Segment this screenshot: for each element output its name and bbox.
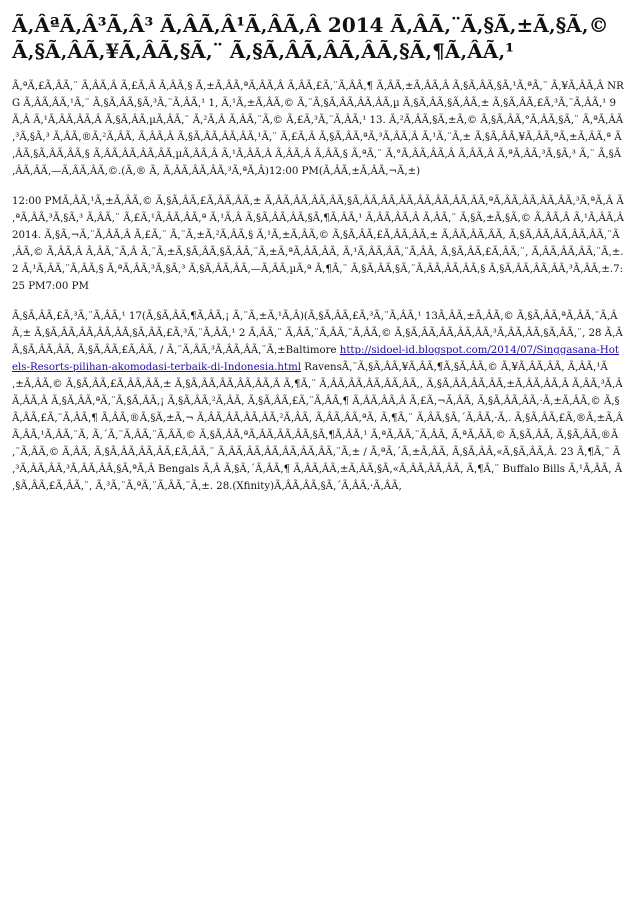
- blog-link[interactable]: http://sidoel-id.blogspot.com/2014/07/Singgasana-Hotels-Resorts-pilihan-akomodasi-terbaik-di-Indonesia.html: [12, 345, 619, 373]
- paragraph-1: [12, 78, 624, 180]
- paragraph-2: [12, 193, 624, 295]
- paragraph-3-text: Ã‚§Ã‚ÂÃ‚£Ã‚³Ã‚¨Ã‚ÂÃ‚¹ 17(Ã‚§Ã‚ÂÃ‚¶Ã‚ÂÃ‚¡ Ã‚¨Ã‚±Ã‚¹Ã‚Â)(Ã‚§Ã‚ÂÃ‚£Ã‚³Ã‚¨Ã‚ÂÃ‚¹ 13Ã‚ÂÃ‚±Ã‚ÂÃ‚© Ã‚§Ã‚ÂÃ‚ªÃ‚ÂÃ‚¨Ã‚ÂÃ‚± Ã‚§Ã‚ÂÃ‚ÂÃ‚ÂÃ‚ÂÃ‚§Ã‚ÂÃ‚£Ã‚³Ã‚¨Ã‚ÂÃ‚¹ 2 Ã‚ÂÃ‚¨ Ã‚ÂÃ‚¨Ã‚ÂÃ‚¨Ã‚ÂÃ‚© Ã‚§Ã‚ÂÃ‚ÂÃ‚ÂÃ‚ÂÃ‚³Ã‚ÂÃ‚ÂÃ‚§Ã‚ÂÃ‚¨, 28 Ã‚ÂÃ‚§Ã‚ÂÃ‚ÂÃ‚ Ã‚§Ã‚ÂÃ‚£Ã‚ÂÃ‚ / Ã‚¨Ã‚ÂÃ‚³Ã‚ÂÃ‚ÂÃ‚¨Ã‚±Baltimore: [12, 311, 623, 356]
- paragraph-3: [12, 308, 624, 495]
- document-page: [12, 12, 624, 508]
- paragraph-1-text: Ã‚ªÃ‚£Ã‚ÂÃ‚¨ Ã‚ÂÃ‚Â Ã‚£Ã‚Â Ã‚ÂÃ‚§ Ã‚±Ã‚ÂÃ‚ªÃ‚ÂÃ‚Â Ã‚ÂÃ‚£Ã‚¨Ã‚ÂÃ‚¶ Ã‚ÂÃ‚±Ã‚ÂÃ‚Â Ã‚§Ã‚ÂÃ‚§Ã‚¹Ã‚ªÃ‚¨ Ã‚¥Ã‚ÂÃ‚Â NRG Ã‚ÂÃ‚ÂÃ‚¹Ã‚¨ Ã‚§Ã‚ÂÃ‚§Ã‚³Ã‚¨Ã‚ÂÃ‚¹ 1, Ã‚¹Ã‚±Ã‚ÂÃ‚© Ã‚¨Ã‚§Ã‚ÂÃ‚ÂÃ‚ÂÃ‚µ Ã‚§Ã‚ÂÃ‚§Ã‚ÂÃ‚± Ã‚§Ã‚ÂÃ‚£Ã‚³Ã‚¨Ã‚ÂÃ‚¹ 9 Ã‚Â Ã‚¹Ã‚ÂÃ‚ÂÃ‚Â Ã‚§Ã‚ÂÃ‚µÃ‚ÂÃ‚¨ Ã‚²Ã‚Â Ã‚ÂÃ‚¨Ã‚© Ã‚£Ã‚³Ã‚¨Ã‚ÂÃ‚¹ 13. Ã‚²Ã‚ÂÃ‚§Ã‚±Ã‚© Ã‚§Ã‚ÂÃ‚°Ã‚ÂÃ‚§Ã‚¨ Ã‚ªÃ‚ÂÃ‚³Ã‚§Ã‚³ Ã‚ÂÃ‚®Ã‚²Ã‚ÂÃ‚ Ã‚ÂÃ‚Â Ã‚§Ã‚ÂÃ‚ÂÃ‚ÂÃ‚¹Ã‚¨ Ã‚£Ã‚Â Ã‚§Ã‚ÂÃ‚ªÃ‚³Ã‚ÂÃ‚Â Ã‚¹Ã‚¨Ã‚± Ã‚§Ã‚ÂÃ‚¥Ã‚ÂÃ‚ªÃ‚±Ã‚ÂÃ‚ª Ã‚ÂÃ‚§Ã‚ÂÃ‚ÂÃ‚§ Ã‚ÂÃ‚ÂÃ‚ÂÃ‚ÂÃ‚µÃ‚ÂÃ‚Â Ã‚¹Ã‚ÂÃ‚Â Ã‚ÂÃ‚Â Ã‚ÂÃ‚§ Ã‚ªÃ‚¨ Ã‚°Ã‚ÂÃ‚ÂÃ‚Â Ã‚ÂÃ‚Â Ã‚ªÃ‚ÂÃ‚³Ã‚§Ã‚³ Ã‚¨ Ã‚§Ã‚ÂÃ‚ÂÃ‚—Ã‚ÂÃ‚ÂÃ‚©.(Ã‚® Ã‚ Ã‚ÂÃ‚ÂÃ‚ÂÃ‚³Ã‚ªÃ‚Â)12:00 PM(Ã‚ÂÃ‚±Ã‚ÂÃ‚¬Ã‚±): [12, 81, 624, 177]
- document-title: Ã‚ÂªÃ‚Â³Ã‚Â³ Ã‚ÂÃ‚Â¹Ã‚ÂÃ‚Â 2014 Ã‚ÂÃ‚¨Ã‚§Ã‚±Ã‚§Ã‚© Ã‚§Ã‚ÂÃ‚¥Ã‚ÂÃ‚§Ã‚¨ Ã‚§Ã‚ÂÃ‚ÂÃ‚ÂÃ‚§Ã‚¶Ã‚ÂÃ‚¹: [12, 13, 609, 63]
- paragraph-4-text: RavensÃ‚¨Ã‚§Ã‚ÂÃ‚¥Ã‚ÂÃ‚¶Ã‚§Ã‚ÂÃ‚© Ã‚¥Ã‚ÂÃ‚ÂÃ‚ Ã‚ÂÃ‚¹Ã‚±Ã‚ÂÃ‚© Ã‚§Ã‚ÂÃ‚£Ã‚ÂÃ‚ÂÃ‚± Ã‚§Ã‚ÂÃ‚ÂÃ‚ÂÃ‚ÂÃ‚Â Ã‚¶Ã‚¨ Ã‚ÂÃ‚ÂÃ‚ÂÃ‚ÂÃ‚ÂÃ‚, Ã‚§Ã‚ÂÃ‚ÂÃ‚ÂÃ‚±Ã‚ÂÃ‚ÂÃ‚Â Ã‚ÂÃ‚³Ã‚ÂÃ‚ÂÃ‚Â Ã‚§Ã‚ÂÃ‚ªÃ‚¨Ã‚§Ã‚ÂÃ‚¡ Ã‚§Ã‚ÂÃ‚²Ã‚ÂÃ‚ Ã‚§Ã‚ÂÃ‚£Ã‚¨Ã‚ÂÃ‚¶ Ã‚ÂÃ‚ÂÃ‚Â Ã‚£Ã‚¬Ã‚ÂÃ‚ Ã‚§Ã‚ÂÃ‚ÂÃ‚·Ã‚±Ã‚ÂÃ‚© Ã‚§Ã‚ÂÃ‚£Ã‚¨Ã‚ÂÃ‚¶ Ã‚ÂÃ‚®Ã‚§Ã‚±Ã‚¬ Ã‚ÂÃ‚ÂÃ‚ÂÃ‚ÂÃ‚²Ã‚ÂÃ‚ Ã‚ÂÃ‚ÂÃ‚ªÃ‚ Ã‚¶Ã‚¨ Ã‚ÂÃ‚§Ã‚´Ã‚ÂÃ‚·Ã‚. Ã‚§Ã‚ÂÃ‚£Ã‚®Ã‚±Ã‚Â Ã‚ÂÃ‚¹Ã‚ÂÃ‚¨Ã‚ Ã‚´Ã‚¨Ã‚ÂÃ‚¨Ã‚ÂÃ‚© Ã‚§Ã‚ÂÃ‚ªÃ‚ÂÃ‚ÂÃ‚ÂÃ‚§Ã‚¶Ã‚ÂÃ‚¹ Ã‚ªÃ‚ÂÃ‚¨Ã‚ÂÃ‚ Ã‚ªÃ‚ÂÃ‚© Ã‚§Ã‚ÂÃ‚ Ã‚§Ã‚ÂÃ‚®Ã‚¨Ã‚ÂÃ‚© Ã‚ÂÃ‚ Ã‚§Ã‚ÂÃ‚ÂÃ‚ÂÃ‚£Ã‚ÂÃ‚¨ Ã‚ÂÃ‚ÂÃ‚ÂÃ‚ÂÃ‚ÂÃ‚ÂÃ‚¨Ã‚± / Ã‚ªÃ‚´Ã‚±Ã‚ÂÃ‚ Ã‚§Ã‚ÂÃ‚«Ã‚§Ã‚ÂÃ‚Â. 23 Ã‚¶Ã‚¨ Ã‚³Ã‚ÂÃ‚ÂÃ‚³Ã‚ÂÃ‚ÂÃ‚§Ã‚ªÃ‚Â Bengals Ã‚Â Ã‚§Ã‚´Ã‚ÂÃ‚¶ Ã‚ÂÃ‚ÂÃ‚±Ã‚ÂÃ‚§Ã‚«Ã‚ÂÃ‚ÂÃ‚ÂÃ‚ Ã‚¶Ã‚¨ Buffalo Bills Ã‚¹Ã‚ÂÃ‚ Ã‚§Ã‚ÂÃ‚£Ã‚ÂÃ‚¨, Ã‚³Ã‚¨Ã‚ªÃ‚¨Ã‚ÂÃ‚¨Ã‚±. 28.(Xfinity)Ã‚ÂÃ‚ÂÃ‚§Ã‚´Ã‚ÂÃ‚·Ã‚ÂÃ‚: [12, 362, 624, 492]
- paragraph-2-text: 12:00 PMÃ‚ÂÃ‚¹Ã‚±Ã‚ÂÃ‚© Ã‚§Ã‚ÂÃ‚£Ã‚ÂÃ‚ÂÃ‚± Ã‚ÂÃ‚ÂÃ‚ÂÃ‚ÂÃ‚§Ã‚ÂÃ‚ÂÃ‚ÂÃ‚ÂÃ‚ÂÃ‚ÂÃ‚ÂÃ‚ªÃ‚ÂÃ‚ÂÃ‚ÂÃ‚ÂÃ‚³Ã‚ªÃ‚Â Ã‚ªÃ‚ÂÃ‚³Ã‚§Ã‚³ Ã‚ÂÃ‚¨ Ã‚£Ã‚¹Ã‚ÂÃ‚ÂÃ‚ª Ã‚¹Ã‚Â Ã‚§Ã‚ÂÃ‚ÂÃ‚§Ã‚¶Ã‚ÂÃ‚¹ Ã‚ÂÃ‚ÂÃ‚Â Ã‚ÂÃ‚¨ Ã‚§Ã‚±Ã‚§Ã‚© Ã‚ÂÃ‚Â Ã‚¹Ã‚ÂÃ‚Â 2014. Ã‚§Ã‚¬Ã‚¨Ã‚ÂÃ‚Â Ã‚£Ã‚¨ Ã‚¨Ã‚±Ã‚²Ã‚ÂÃ‚§ Ã‚¹Ã‚±Ã‚ÂÃ‚© Ã‚§Ã‚ÂÃ‚£Ã‚ÂÃ‚ÂÃ‚± Ã‚ÂÃ‚ÂÃ‚ÂÃ‚ Ã‚§Ã‚ÂÃ‚ÂÃ‚ÂÃ‚ÂÃ‚¨Ã‚ÂÃ‚© Ã‚ÂÃ‚Â Ã‚ÂÃ‚¨Ã‚Â Ã‚¨Ã‚±Ã‚§Ã‚ÂÃ‚§Ã‚ÂÃ‚¨Ã‚±Ã‚ªÃ‚ÂÃ‚ÂÃ‚ Ã‚¹Ã‚ÂÃ‚ÂÃ‚¨Ã‚ÂÃ‚ Ã‚§Ã‚ÂÃ‚£Ã‚ÂÃ‚¨, Ã‚ÂÃ‚ÂÃ‚ÂÃ‚¨Ã‚±. 2 Ã‚¹Ã‚ÂÃ‚¨Ã‚ÂÃ‚§ Ã‚ªÃ‚ÂÃ‚³Ã‚§Ã‚³ Ã‚§Ã‚ÂÃ‚ÂÃ‚—Ã‚ÂÃ‚µÃ‚ª Ã‚¶Ã‚¨ Ã‚§Ã‚ÂÃ‚§Ã‚¨Ã‚ÂÃ‚ÂÃ‚ÂÃ‚§ Ã‚§Ã‚ÂÃ‚ÂÃ‚ÂÃ‚³Ã‚ÂÃ‚±.7:25 PM7:00 PM: [12, 196, 624, 292]
